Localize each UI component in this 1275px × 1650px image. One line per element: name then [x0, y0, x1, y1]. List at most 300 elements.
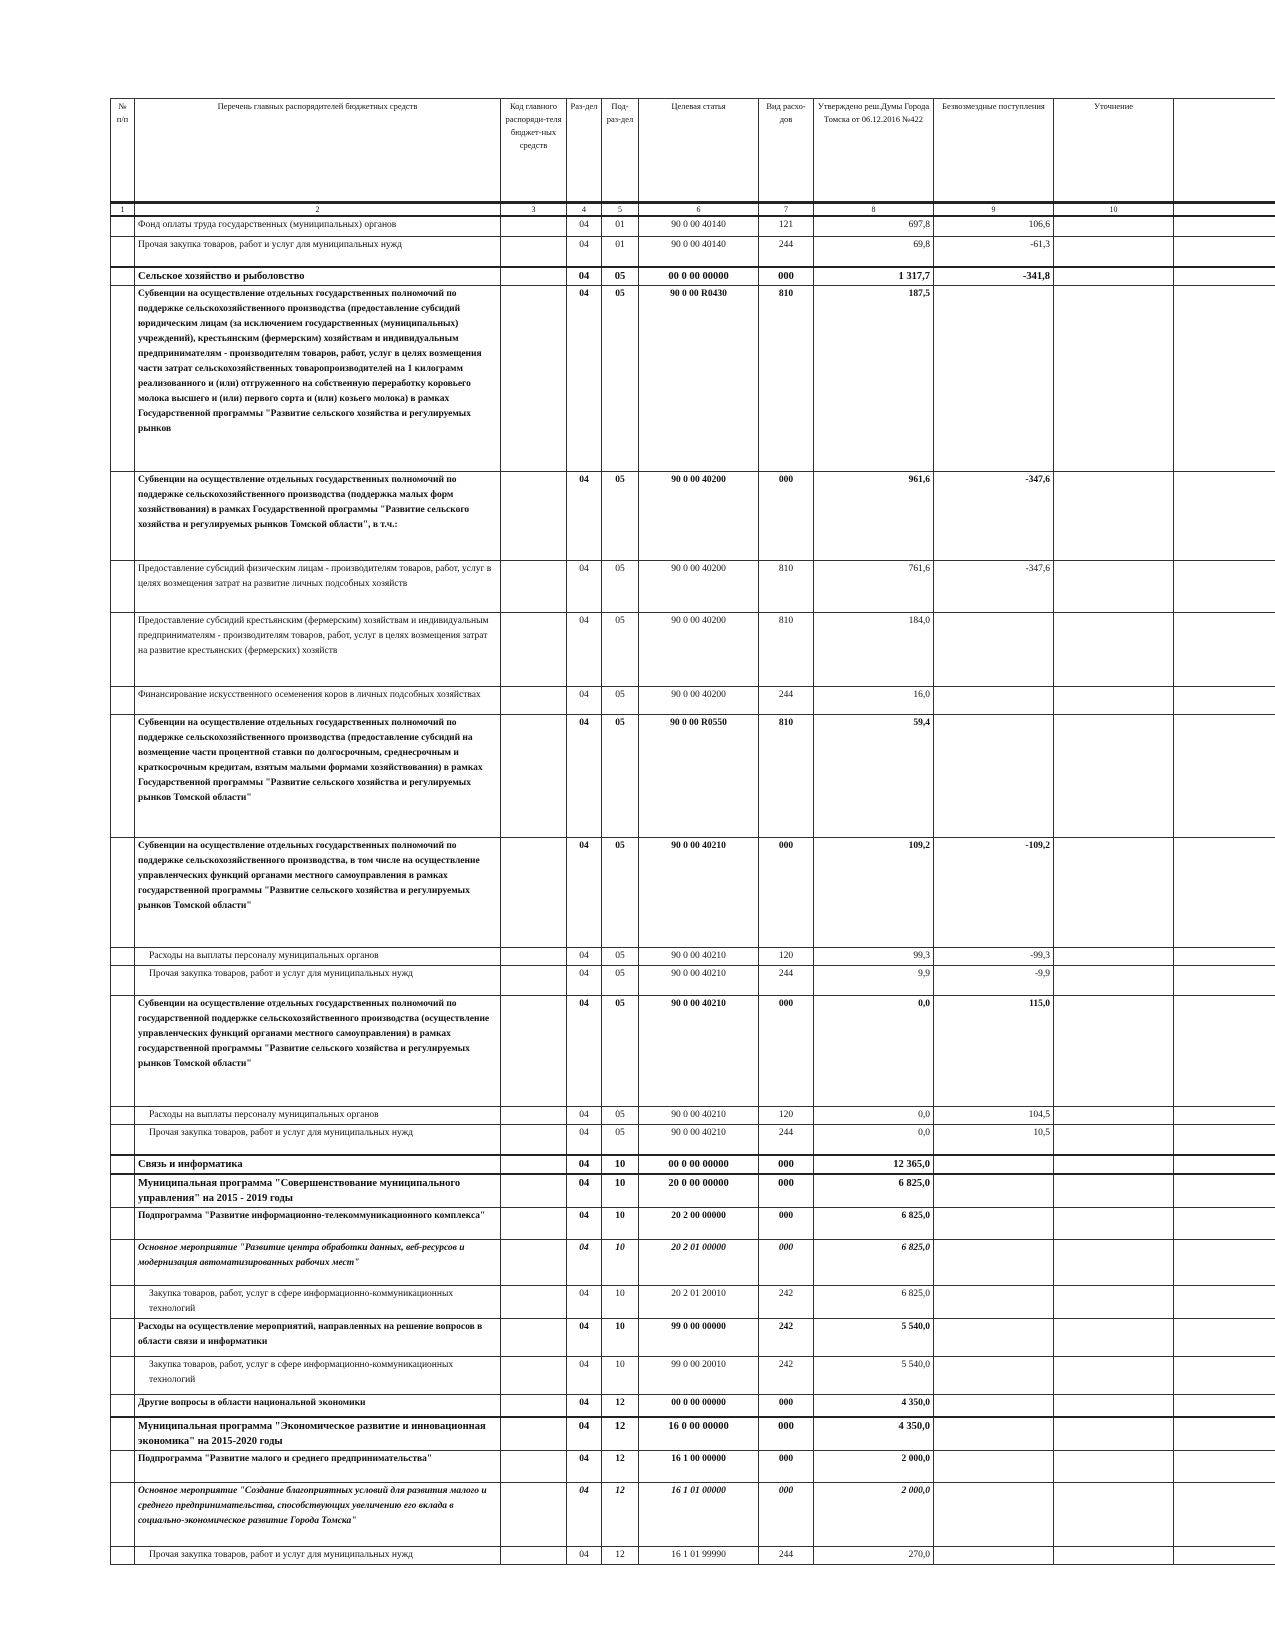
table-row	[111, 237, 1275, 268]
row-extra	[1174, 1483, 1275, 1547]
row-code	[501, 1357, 567, 1395]
row-code	[501, 216, 567, 237]
row-number	[111, 613, 135, 687]
row-number	[111, 1395, 135, 1418]
row-razdel: 04	[567, 1483, 602, 1547]
row-name: Прочая закупка товаров, работ и услуг для муниципальных нужд	[135, 1547, 501, 1565]
row-razdel: 04	[567, 1240, 602, 1286]
row-approved: 5 540,0	[814, 1319, 934, 1357]
row-podrazdel: 05	[602, 838, 639, 948]
row-razdel: 04	[567, 1395, 602, 1418]
row-name: Другие вопросы в области национальной экономики	[135, 1395, 501, 1418]
row-target-article: 20 2 00 00000	[639, 1208, 759, 1240]
row-name: Субвенции на осуществление отдельных государственных полномочий по поддержке сельскохозяйственного производства (предоставление субсидий на возмещение части процентной ставки по долгосрочным, среднесрочным и краткосрочным кредитам, взятым малыми формами хозяйствования) в рамках Государственной программы "Развитие сельского хозяйства и регулируемых рынков Томской области"	[135, 715, 501, 838]
row-number	[111, 715, 135, 838]
row-razdel: 04	[567, 561, 602, 613]
row-free-receipts: -341,8	[934, 267, 1054, 286]
row-approved: 69,8	[814, 237, 934, 268]
row-refinement	[1054, 996, 1174, 1107]
table-row	[111, 966, 1275, 996]
row-extra	[1174, 687, 1275, 715]
row-target-article: 00 0 00 00000	[639, 1155, 759, 1174]
row-free-receipts: 106,6	[934, 216, 1054, 237]
row-extra	[1174, 996, 1275, 1107]
table-row	[111, 1417, 1275, 1451]
row-number	[111, 1483, 135, 1547]
row-target-article: 90 0 00 40210	[639, 948, 759, 966]
row-extra	[1174, 1174, 1275, 1208]
row-razdel: 04	[567, 1417, 602, 1451]
row-extra	[1174, 1451, 1275, 1483]
row-expense-type: 242	[759, 1286, 814, 1319]
row-extra	[1174, 1319, 1275, 1357]
table-row	[111, 1208, 1275, 1240]
row-code	[501, 286, 567, 472]
row-expense-type: 000	[759, 1240, 814, 1286]
row-free-receipts	[934, 1286, 1054, 1319]
row-extra	[1174, 1107, 1275, 1125]
row-code	[501, 1451, 567, 1483]
row-code	[501, 966, 567, 996]
row-free-receipts	[934, 1547, 1054, 1565]
row-code	[501, 1319, 567, 1357]
row-free-receipts: -9,9	[934, 966, 1054, 996]
row-razdel: 04	[567, 1319, 602, 1357]
row-number	[111, 1125, 135, 1156]
row-target-article: 90 0 00 40210	[639, 996, 759, 1107]
row-extra	[1174, 267, 1275, 286]
table-row	[111, 715, 1275, 838]
row-razdel: 04	[567, 1451, 602, 1483]
row-expense-type: 000	[759, 267, 814, 286]
row-number	[111, 1208, 135, 1240]
header-row	[111, 99, 1275, 203]
row-free-receipts	[934, 687, 1054, 715]
row-free-receipts	[934, 715, 1054, 838]
row-target-article: 90 0 00 R0550	[639, 715, 759, 838]
row-free-receipts	[934, 1395, 1054, 1418]
row-name: Субвенции на осуществление отдельных государственных полномочий по поддержке сельскохозяйственного производства, в том числе на осуществление управленческих функций органами местного самоуправления в рамках государственной программы "Развитие сельского хозяйства и регулируемых рынков Томской области"	[135, 838, 501, 948]
row-code	[501, 996, 567, 1107]
row-name: Предоставление субсидий крестьянским (фермерским) хозяйствам и индивидуальным предпринимателям - производителям товаров, работ, услуг в целях возмещения затрат на развитие крестьянских (фермерских) хозяйств	[135, 613, 501, 687]
row-number	[111, 561, 135, 613]
row-refinement	[1054, 1357, 1174, 1395]
row-expense-type: 810	[759, 286, 814, 472]
row-expense-type: 810	[759, 613, 814, 687]
row-number	[111, 216, 135, 237]
row-approved: 761,6	[814, 561, 934, 613]
table-row	[111, 1451, 1275, 1483]
row-refinement	[1054, 1417, 1174, 1451]
row-code	[501, 715, 567, 838]
row-podrazdel: 12	[602, 1395, 639, 1418]
row-refinement	[1054, 561, 1174, 613]
row-podrazdel: 01	[602, 216, 639, 237]
row-name: Предоставление субсидий физическим лицам - производителям товаров, работ, услуг в целях возмещения затрат на развитие личных подсобных хозяйств	[135, 561, 501, 613]
column-number: 4	[567, 203, 602, 217]
table-row	[111, 1547, 1275, 1565]
row-name: Сельское хозяйство и рыболовство	[135, 267, 501, 286]
row-refinement	[1054, 613, 1174, 687]
column-number: 8	[814, 203, 934, 217]
table-row	[111, 216, 1275, 237]
header-col-podrazdel: Под-раз-дел	[602, 99, 639, 203]
row-approved: 4 350,0	[814, 1395, 934, 1418]
row-extra	[1174, 838, 1275, 948]
row-name: Прочая закупка товаров, работ и услуг для муниципальных нужд	[135, 966, 501, 996]
row-approved: 5 540,0	[814, 1357, 934, 1395]
row-number	[111, 1155, 135, 1174]
row-free-receipts	[934, 1240, 1054, 1286]
row-extra	[1174, 237, 1275, 268]
row-approved: 697,8	[814, 216, 934, 237]
row-podrazdel: 10	[602, 1155, 639, 1174]
row-expense-type: 244	[759, 237, 814, 268]
row-name: Прочая закупка товаров, работ и услуг для муниципальных нужд	[135, 237, 501, 268]
row-podrazdel: 12	[602, 1417, 639, 1451]
row-free-receipts: 104,5	[934, 1107, 1054, 1125]
row-razdel: 04	[567, 267, 602, 286]
row-number	[111, 237, 135, 268]
row-name: Прочая закупка товаров, работ и услуг для муниципальных нужд	[135, 1125, 501, 1156]
row-name: Муниципальная программа "Экономическое развитие и инновационная экономика" на 2015-2020 годы	[135, 1417, 501, 1451]
row-refinement	[1054, 1155, 1174, 1174]
column-number-extra	[1174, 203, 1275, 217]
row-razdel: 04	[567, 715, 602, 838]
row-refinement	[1054, 966, 1174, 996]
row-extra	[1174, 216, 1275, 237]
row-refinement	[1054, 1547, 1174, 1565]
row-free-receipts: -347,6	[934, 472, 1054, 561]
row-refinement	[1054, 472, 1174, 561]
row-razdel: 04	[567, 237, 602, 268]
row-name: Основное мероприятие "Создание благоприятных условий для развития малого и среднего предпринимательства, способствующих увеличению его вклада в социально-экономическое развитие Города Томска"	[135, 1483, 501, 1547]
row-free-receipts	[934, 1155, 1054, 1174]
row-podrazdel: 12	[602, 1547, 639, 1565]
row-free-receipts: 115,0	[934, 996, 1054, 1107]
row-number	[111, 1107, 135, 1125]
header-col-approved: Утверждено реш.Думы Города Томска от 06.12.2016 №422	[814, 99, 934, 203]
table-row	[111, 1357, 1275, 1395]
row-name: Финансирование искусственного осеменения коров в личных подсобных хозяйствах	[135, 687, 501, 715]
row-target-article: 90 0 00 40210	[639, 1125, 759, 1156]
row-target-article: 90 0 00 40140	[639, 237, 759, 268]
row-razdel: 04	[567, 286, 602, 472]
header-col-extra	[1174, 99, 1275, 203]
row-code	[501, 1125, 567, 1156]
row-name: Расходы на выплаты персоналу муниципальных органов	[135, 948, 501, 966]
row-refinement	[1054, 1319, 1174, 1357]
row-code	[501, 1208, 567, 1240]
table-row	[111, 267, 1275, 286]
row-refinement	[1054, 1240, 1174, 1286]
row-name: Субвенции на осуществление отдельных государственных полномочий по государственной поддержке сельскохозяйственного производства (осуществление управленческих функций органами местного самоуправления) в рамках государственной программы "Развитие сельского хозяйства и регулируемых рынков Томской области"	[135, 996, 501, 1107]
row-expense-type: 120	[759, 1107, 814, 1125]
row-number	[111, 1319, 135, 1357]
header-col-target: Целевая статья	[639, 99, 759, 203]
row-extra	[1174, 1286, 1275, 1319]
row-podrazdel: 05	[602, 286, 639, 472]
budget-table-sheet	[110, 98, 1275, 1565]
header-col-expense-type: Вид расхо-дов	[759, 99, 814, 203]
row-razdel: 04	[567, 1286, 602, 1319]
row-name: Субвенции на осуществление отдельных государственных полномочий по поддержке сельскохозяйственного производства (предоставление субсидий юридическим лицам (за исключением государственных (муниципальных) учреждений), крестьянским (фермерским) хозяйствам и индивидуальным предпринимателям - производителям товаров, работ, услуг в целях возмещения части затрат сельскохозяйственных товаропроизводителей на 1 килограмм реализованного и (или) отгруженного на собственную переработку коровьего молока высшего и (или) первого сорта и (или) козьего молока) в рамках Государственной программы "Развитие сельского хозяйства и регулируемых рынков	[135, 286, 501, 472]
row-expense-type: 000	[759, 472, 814, 561]
row-approved: 2 000,0	[814, 1483, 934, 1547]
row-code	[501, 1107, 567, 1125]
row-target-article: 16 1 00 00000	[639, 1451, 759, 1483]
table-row	[111, 561, 1275, 613]
row-free-receipts	[934, 1174, 1054, 1208]
row-refinement	[1054, 286, 1174, 472]
row-target-article: 90 0 00 40200	[639, 613, 759, 687]
row-expense-type: 000	[759, 838, 814, 948]
header-col-number: № п/п	[111, 99, 135, 203]
row-refinement	[1054, 1451, 1174, 1483]
row-razdel: 04	[567, 1125, 602, 1156]
row-free-receipts: 10,5	[934, 1125, 1054, 1156]
row-code	[501, 1395, 567, 1418]
row-podrazdel: 05	[602, 687, 639, 715]
row-number	[111, 472, 135, 561]
row-target-article: 90 0 00 40200	[639, 687, 759, 715]
row-name: Закупка товаров, работ, услуг в сфере информационно-коммуникационных технологий	[135, 1286, 501, 1319]
row-podrazdel: 10	[602, 1286, 639, 1319]
row-target-article: 90 0 00 40210	[639, 1107, 759, 1125]
row-approved: 9,9	[814, 966, 934, 996]
row-podrazdel: 10	[602, 1319, 639, 1357]
row-free-receipts	[934, 1357, 1054, 1395]
row-extra	[1174, 1208, 1275, 1240]
table-row	[111, 838, 1275, 948]
header-col-free-receipts: Безвозмездные поступления	[934, 99, 1054, 203]
row-approved: 6 825,0	[814, 1286, 934, 1319]
row-razdel: 04	[567, 966, 602, 996]
row-code	[501, 1240, 567, 1286]
row-approved: 16,0	[814, 687, 934, 715]
row-free-receipts: -347,6	[934, 561, 1054, 613]
row-name: Расходы на выплаты персоналу муниципальных органов	[135, 1107, 501, 1125]
row-free-receipts: -99,3	[934, 948, 1054, 966]
row-code	[501, 1155, 567, 1174]
row-free-receipts	[934, 286, 1054, 472]
row-podrazdel: 10	[602, 1208, 639, 1240]
row-approved: 0,0	[814, 996, 934, 1107]
row-approved: 6 825,0	[814, 1240, 934, 1286]
row-code	[501, 561, 567, 613]
row-expense-type: 244	[759, 1125, 814, 1156]
row-approved: 109,2	[814, 838, 934, 948]
row-refinement	[1054, 267, 1174, 286]
row-number	[111, 687, 135, 715]
row-podrazdel: 10	[602, 1357, 639, 1395]
row-expense-type: 000	[759, 1395, 814, 1418]
row-free-receipts	[934, 1483, 1054, 1547]
row-expense-type: 121	[759, 216, 814, 237]
table-row	[111, 1240, 1275, 1286]
table-row	[111, 687, 1275, 715]
table-row	[111, 286, 1275, 472]
table-row	[111, 472, 1275, 561]
row-free-receipts	[934, 1451, 1054, 1483]
row-podrazdel: 12	[602, 1451, 639, 1483]
row-code	[501, 613, 567, 687]
row-free-receipts: -61,3	[934, 237, 1054, 268]
row-extra	[1174, 472, 1275, 561]
row-target-article: 90 0 00 R0430	[639, 286, 759, 472]
header-col-razdel: Раз-дел	[567, 99, 602, 203]
row-razdel: 04	[567, 687, 602, 715]
row-expense-type: 810	[759, 715, 814, 838]
row-refinement	[1054, 1174, 1174, 1208]
row-extra	[1174, 966, 1275, 996]
table-row	[111, 1286, 1275, 1319]
row-podrazdel: 05	[602, 613, 639, 687]
row-number	[111, 1357, 135, 1395]
table-row	[111, 996, 1275, 1107]
row-code	[501, 1483, 567, 1547]
row-code	[501, 948, 567, 966]
table-row	[111, 1319, 1275, 1357]
row-extra	[1174, 286, 1275, 472]
row-free-receipts	[934, 613, 1054, 687]
row-podrazdel: 05	[602, 948, 639, 966]
row-refinement	[1054, 715, 1174, 838]
row-extra	[1174, 1357, 1275, 1395]
row-expense-type: 000	[759, 1451, 814, 1483]
row-razdel: 04	[567, 1547, 602, 1565]
column-number: 2	[135, 203, 501, 217]
row-podrazdel: 05	[602, 472, 639, 561]
table-row	[111, 948, 1275, 966]
header-col-name: Перечень главных распорядителей бюджетных средств	[135, 99, 501, 203]
row-number	[111, 1451, 135, 1483]
row-approved: 2 000,0	[814, 1451, 934, 1483]
row-extra	[1174, 715, 1275, 838]
row-podrazdel: 05	[602, 1125, 639, 1156]
row-number	[111, 267, 135, 286]
row-extra	[1174, 1547, 1275, 1565]
row-number	[111, 1286, 135, 1319]
row-approved: 6 825,0	[814, 1208, 934, 1240]
row-razdel: 04	[567, 948, 602, 966]
column-number: 6	[639, 203, 759, 217]
row-code	[501, 472, 567, 561]
row-approved: 1 317,7	[814, 267, 934, 286]
row-razdel: 04	[567, 1208, 602, 1240]
row-name: Подпрограмма "Развитие малого и среднего предпринимательства"	[135, 1451, 501, 1483]
row-refinement	[1054, 1125, 1174, 1156]
row-extra	[1174, 1125, 1275, 1156]
row-expense-type: 120	[759, 948, 814, 966]
header-col-refinement: Уточнение	[1054, 99, 1174, 203]
row-approved: 270,0	[814, 1547, 934, 1565]
table-row	[111, 1395, 1275, 1418]
row-code	[501, 838, 567, 948]
row-name: Муниципальная программа "Совершенствование муниципального управления" на 2015 - 2019 годы	[135, 1174, 501, 1208]
row-podrazdel: 05	[602, 715, 639, 838]
row-expense-type: 244	[759, 687, 814, 715]
row-number	[111, 1174, 135, 1208]
row-name: Подпрограмма "Развитие информационно-телекоммуникационного комплекса"	[135, 1208, 501, 1240]
row-extra	[1174, 561, 1275, 613]
row-expense-type: 242	[759, 1357, 814, 1395]
row-expense-type: 000	[759, 1483, 814, 1547]
row-name: Закупка товаров, работ, услуг в сфере информационно-коммуникационных технологий	[135, 1357, 501, 1395]
row-razdel: 04	[567, 1174, 602, 1208]
row-target-article: 90 0 00 40200	[639, 561, 759, 613]
row-target-article: 20 0 00 00000	[639, 1174, 759, 1208]
row-name: Основное мероприятие "Развитие центра обработки данных, веб-ресурсов и модернизация автоматизированных рабочих мест"	[135, 1240, 501, 1286]
row-razdel: 04	[567, 472, 602, 561]
row-extra	[1174, 1417, 1275, 1451]
table-row	[111, 1174, 1275, 1208]
row-razdel: 04	[567, 216, 602, 237]
row-target-article: 90 0 00 40200	[639, 472, 759, 561]
row-podrazdel: 01	[602, 237, 639, 268]
row-approved: 187,5	[814, 286, 934, 472]
column-number: 9	[934, 203, 1054, 217]
row-extra	[1174, 948, 1275, 966]
row-target-article: 16 1 01 00000	[639, 1483, 759, 1547]
row-approved: 961,6	[814, 472, 934, 561]
row-refinement	[1054, 1395, 1174, 1418]
row-expense-type: 000	[759, 1155, 814, 1174]
row-number	[111, 1240, 135, 1286]
row-podrazdel: 05	[602, 996, 639, 1107]
table-row	[111, 613, 1275, 687]
row-approved: 0,0	[814, 1125, 934, 1156]
row-extra	[1174, 613, 1275, 687]
row-extra	[1174, 1155, 1275, 1174]
row-code	[501, 267, 567, 286]
row-refinement	[1054, 1208, 1174, 1240]
row-expense-type: 000	[759, 1208, 814, 1240]
budget-table	[110, 98, 1275, 1565]
row-razdel: 04	[567, 613, 602, 687]
row-name: Субвенции на осуществление отдельных государственных полномочий по поддержке сельскохозяйственного производства (поддержка малых форм хозяйствования) в рамках Государственной программы "Развитие сельского хозяйства и регулируемых рынков Томской области", в т.ч.:	[135, 472, 501, 561]
row-number	[111, 1417, 135, 1451]
row-name: Связь и информатика	[135, 1155, 501, 1174]
row-refinement	[1054, 1107, 1174, 1125]
row-expense-type: 000	[759, 1174, 814, 1208]
row-podrazdel: 10	[602, 1240, 639, 1286]
row-razdel: 04	[567, 1107, 602, 1125]
row-target-article: 90 0 00 40210	[639, 838, 759, 948]
row-target-article: 20 2 01 00000	[639, 1240, 759, 1286]
row-free-receipts	[934, 1208, 1054, 1240]
row-approved: 4 350,0	[814, 1417, 934, 1451]
row-refinement	[1054, 216, 1174, 237]
row-number	[111, 1547, 135, 1565]
row-approved: 59,4	[814, 715, 934, 838]
row-refinement	[1054, 1286, 1174, 1319]
row-expense-type: 242	[759, 1319, 814, 1357]
row-code	[501, 237, 567, 268]
row-code	[501, 1286, 567, 1319]
row-number	[111, 838, 135, 948]
column-number: 7	[759, 203, 814, 217]
table-row	[111, 1125, 1275, 1156]
row-number	[111, 286, 135, 472]
row-number	[111, 996, 135, 1107]
row-expense-type: 244	[759, 966, 814, 996]
row-name: Фонд оплаты труда государственных (муниципальных) органов	[135, 216, 501, 237]
row-number	[111, 966, 135, 996]
row-target-article: 99 0 00 20010	[639, 1357, 759, 1395]
column-number: 10	[1054, 203, 1174, 217]
row-refinement	[1054, 687, 1174, 715]
